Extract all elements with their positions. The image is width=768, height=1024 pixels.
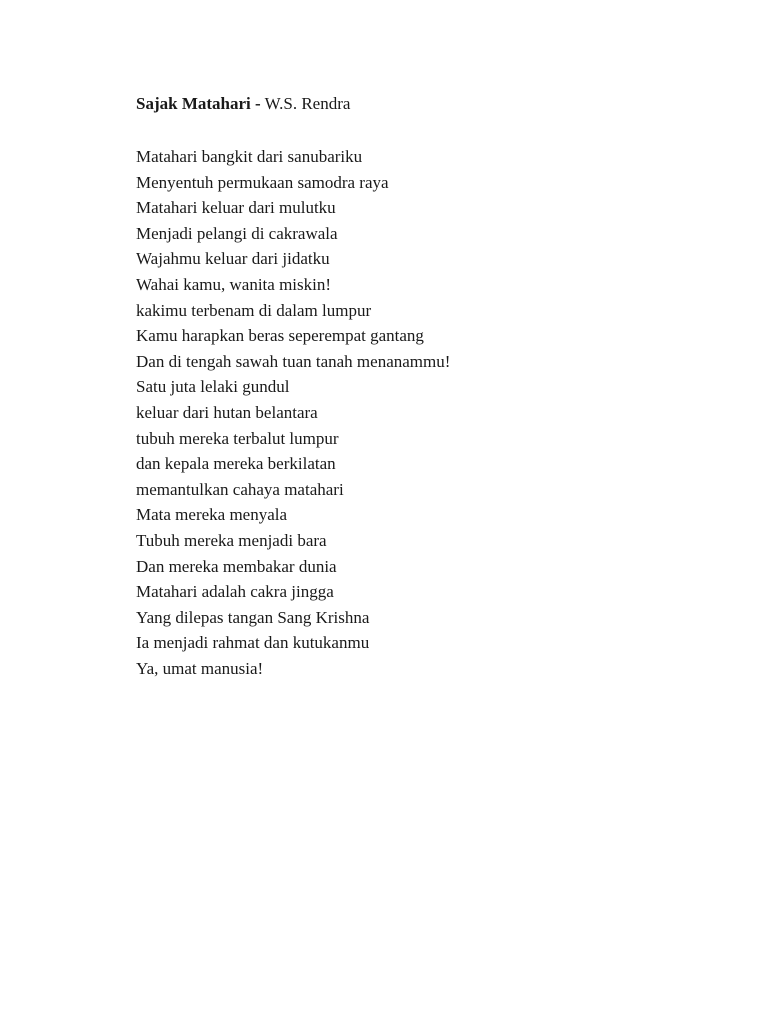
poem-line: Menyentuh permukaan samodra raya	[136, 172, 389, 192]
poem-heading	[136, 92, 350, 116]
poem-line: Kamu harapkan beras seperempat gantang	[136, 326, 424, 346]
poem-line: memantulkan cahaya matahari	[136, 479, 344, 499]
poem-line: Wahai kamu, wanita miskin!	[136, 274, 332, 294]
poem-line: tubuh mereka terbalut lumpur	[136, 428, 339, 448]
poem-line: Matahari adalah cakra jingga	[136, 582, 334, 602]
poem-line: kakimu terbenam di dalam lumpur	[136, 300, 372, 320]
poem-line: dan kepala mereka berkilatan	[136, 454, 336, 474]
poem-title: Sajak Matahari -	[136, 94, 261, 113]
poem-line: Menjadi pelangi di cakrawala	[136, 223, 338, 243]
poem-line: Ya, umat manusia!	[136, 658, 264, 678]
poem-author: W.S. Rendra	[264, 94, 351, 113]
poem-line: Yang dilepas tangan Sang Krishna	[136, 607, 370, 627]
poem-line: Matahari bangkit dari sanubariku	[136, 147, 363, 166]
poem-line: Tubuh mereka menjadi bara	[136, 530, 327, 550]
poem-line: Matahari keluar dari mulutku	[136, 198, 336, 218]
poem-body	[136, 144, 450, 681]
poem-line: Wajahmu keluar dari jidatku	[136, 249, 330, 269]
poem-line: keluar dari hutan belantara	[136, 402, 318, 422]
poem-line: Dan di tengah sawah tuan tanah menanammu!	[136, 351, 451, 371]
poem-line: Satu juta lelaki gundul	[136, 377, 290, 397]
poem-line: Dan mereka membakar dunia	[136, 556, 337, 576]
poem-line: Mata mereka menyala	[136, 505, 288, 525]
poem-line: Ia menjadi rahmat dan kutukanmu	[136, 633, 370, 653]
